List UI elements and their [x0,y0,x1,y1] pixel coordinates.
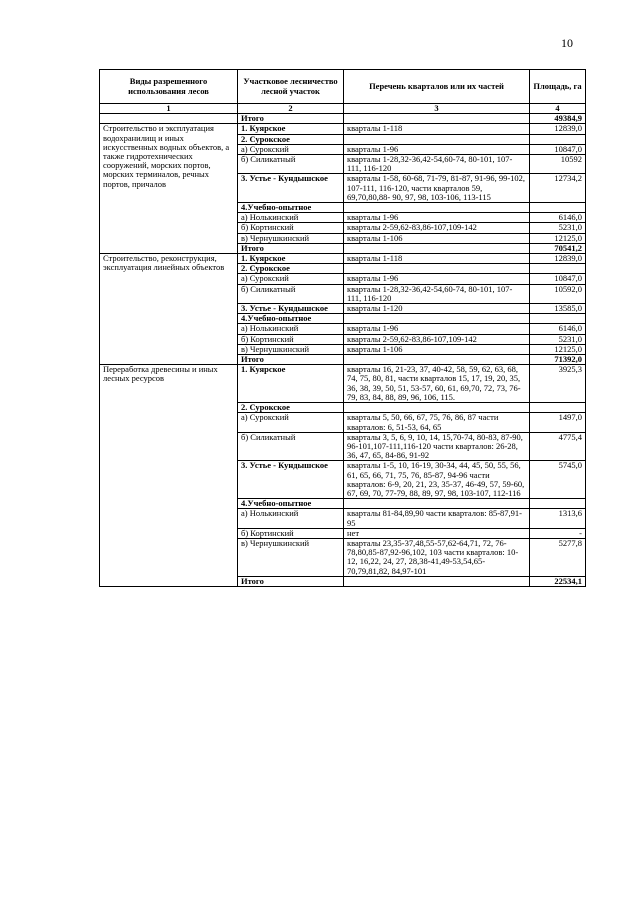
quarters-cell: кварталы 1-28,32-36,42-54,60-74, 80-101, 107-111, 116-120 [344,284,530,303]
grand-total-label: Итого [238,114,344,124]
use-type-cell: Строительство, реконструкция, эксплуатация линейных объектов [100,254,238,365]
quarters-cell: нет [344,528,530,538]
forest-use-table [99,69,586,587]
area-cell: 1313,6 [530,509,586,528]
quarters-cell: кварталы 16, 21-23, 37, 40-42, 58, 59, 62, 63, 68, 74, 75, 80, 81, части кварталов 15, 17, 19, 20, 35, 36, 38, 39, 50, 51, 53-57, 60, 61, 69,70, 72, 73, 76-79, 83, 84, 88, 89, 96, 106, 115. [344,365,530,403]
quarters-cell: кварталы 1-106 [344,233,530,243]
use-type-cell: Строительство и эксплуатация водохранилищ и иных искусственных водных объектов, а также гидротехнических сооружений, морских портов, морских терминалов, речных портов, причалов [100,124,238,254]
area-cell [530,203,586,213]
forestry-cell: в) Чернушкинский [238,538,344,576]
area-cell [530,264,586,274]
forestry-cell: 4.Учебно-опытное [238,314,344,324]
group-total-label: Итого [238,243,344,253]
forestry-cell: а) Сурокский [238,144,344,154]
header-row [100,70,586,104]
forestry-cell: 3. Устье - Кундышское [238,174,344,203]
quarters-cell: кварталы 1-96 [344,213,530,223]
column-number: 1 [100,104,238,114]
forestry-cell: б) Кортинский [238,223,344,233]
column-number: 3 [344,104,530,114]
forestry-cell: б) Кортинский [238,334,344,344]
forestry-cell: 2. Сурокское [238,134,344,144]
area-cell: 12125,0 [530,344,586,354]
forestry-cell: б) Силикатный [238,155,344,174]
forestry-cell: 1. Куярское [238,124,344,134]
area-cell: 4775,4 [530,432,586,461]
forestry-cell: 2. Сурокское [238,403,344,413]
quarters-cell: кварталы 23,35-37,48,55-57,62-64,71, 72, 76-78,80,85-87,92-96,102, 103 части кварталов: 10-12, 16,22, 24, 27, 28,38-41,49-53,54,65-70,79,81,82, 84,97-101 [344,538,530,576]
forestry-cell: 4.Учебно-опытное [238,499,344,509]
quarters-cell [344,134,530,144]
forestry-cell: 1. Куярское [238,365,344,403]
column-number: 4 [530,104,586,114]
area-cell: 10847,0 [530,144,586,154]
group-total-area: 22534,1 [530,576,586,586]
forestry-cell: а) Нолькинский [238,324,344,334]
quarters-cell: кварталы 1-96 [344,144,530,154]
area-cell: 10592,0 [530,284,586,303]
header-area: Площадь, га [530,70,586,104]
area-cell: 5745,0 [530,461,586,499]
column-number-row [100,104,586,114]
quarters-cell: кварталы 1-5, 10, 16-19, 30-34, 44, 45, 50, 55, 56, 61, 65, 66, 71, 75, 76, 85-87, 94-96 части кварталов: 6-9, 20, 21, 23, 35-37, 46-49, 57, 59-60, 67, 69, 70, 77-79, 88, 89, 97, 98, 103-107, 112-116 [344,461,530,499]
area-cell [530,134,586,144]
quarters-cell: кварталы 1-120 [344,304,530,314]
table-row [100,365,586,403]
forestry-cell: а) Сурокский [238,413,344,432]
area-cell: 12734,2 [530,174,586,203]
quarters-cell: кварталы 2-59,62-83,86-107,109-142 [344,334,530,344]
area-cell: - [530,528,586,538]
table-row [100,254,586,264]
quarters-cell [344,576,530,586]
group-total-area: 71392,0 [530,355,586,365]
forestry-cell: а) Нолькинский [238,213,344,223]
quarters-cell [344,499,530,509]
group-total-label: Итого [238,576,344,586]
quarters-cell: кварталы 1-118 [344,124,530,134]
forestry-cell: а) Сурокский [238,274,344,284]
area-cell: 13585,0 [530,304,586,314]
forestry-cell: в) Чернушкинский [238,344,344,354]
area-cell: 12839,0 [530,254,586,264]
quarters-cell: кварталы 1-106 [344,344,530,354]
forestry-cell: б) Силикатный [238,284,344,303]
area-cell: 5231,0 [530,334,586,344]
header-quarters: Перечень кварталов или их частей [344,70,530,104]
quarters-cell [344,203,530,213]
area-cell: 6146,0 [530,213,586,223]
forestry-cell: 3. Устье - Кундышское [238,304,344,314]
forestry-cell: а) Нолькинский [238,509,344,528]
quarters-cell: кварталы 1-96 [344,324,530,334]
area-cell [530,499,586,509]
quarters-cell [344,314,530,324]
quarters-cell: кварталы 81-84,89,90 части кварталов: 85-87,91-95 [344,509,530,528]
forestry-cell: 4.Учебно-опытное [238,203,344,213]
forestry-cell: б) Кортинский [238,528,344,538]
area-cell [530,403,586,413]
forestry-cell: 3. Устье - Кундышское [238,461,344,499]
header-use-type: Виды разрешенного использования лесов [100,70,238,104]
area-cell: 3925,3 [530,365,586,403]
use-type-cell: Переработка древесины и иных лесных ресурсов [100,365,238,587]
forestry-cell: 2. Сурокское [238,264,344,274]
group-total-label: Итого [238,355,344,365]
area-cell: 10847,0 [530,274,586,284]
header-forestry: Участковое лесничество лесной участок [238,70,344,104]
quarters-cell: кварталы 2-59,62-83,86-107,109-142 [344,223,530,233]
quarters-cell: кварталы 1-96 [344,274,530,284]
grand-total-area: 49384,9 [530,114,586,124]
quarters-cell [344,243,530,253]
column-number: 2 [238,104,344,114]
quarters-cell [344,403,530,413]
area-cell [530,314,586,324]
quarters-cell: кварталы 1-28,32-36,42-54,60-74, 80-101, 107-111, 116-120 [344,155,530,174]
group-total-area: 70541,2 [530,243,586,253]
forestry-cell: 1. Куярское [238,254,344,264]
area-cell: 10592 [530,155,586,174]
quarters-cell [344,264,530,274]
forestry-cell: в) Чернушкинский [238,233,344,243]
table-row [100,124,586,134]
area-cell: 6146,0 [530,324,586,334]
quarters-cell: кварталы 1-118 [344,254,530,264]
forestry-cell: б) Силикатный [238,432,344,461]
grand-total-row [100,114,586,124]
quarters-cell: кварталы 1-58, 60-68, 71-79, 81-87, 91-96, 99-102, 107-111, 116-120, части кварталов 59, 69,70,80,88- 90, 97, 98, 103-106, 113-115 [344,174,530,203]
quarters-cell [344,355,530,365]
quarters-cell: кварталы 3, 5, 6, 9, 10, 14, 15,70-74, 80-83, 87-90, 96-101,107-111,116-120 части кварталов: 26-28, 36, 47, 65, 84-86, 91-92 [344,432,530,461]
page-number: 10 [561,36,573,50]
area-cell: 5231,0 [530,223,586,233]
area-cell: 1497,0 [530,413,586,432]
quarters-cell: кварталы 5, 50, 66, 67, 75, 76, 86, 87 части кварталов: 6, 51-53, 64, 65 [344,413,530,432]
area-cell: 12125,0 [530,233,586,243]
area-cell: 5277,8 [530,538,586,576]
area-cell: 12839,0 [530,124,586,134]
